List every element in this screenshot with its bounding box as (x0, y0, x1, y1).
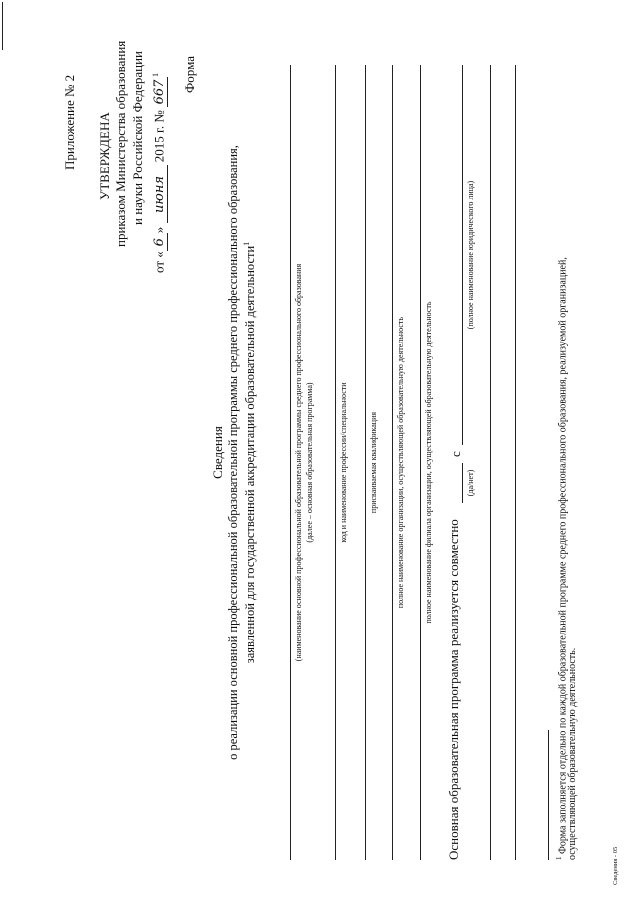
organization-caption: полное наименование организации, осуществляющей образовательную деятельность (396, 316, 405, 609)
program-name-caption-2: (далее – основная образовательная программа) (305, 382, 314, 543)
order-number: 667 (152, 77, 168, 107)
program-name-caption: (наименование основной профессиональной образовательной программы среднего профессионального образования (294, 263, 303, 662)
joint-with-word: с (448, 451, 463, 457)
header-footnote-mark: 1 (151, 72, 160, 77)
order-month: июня (152, 165, 168, 223)
title-line-2: заявленной для государственной аккредитации образовательной деятельности$^1$ (242, 241, 258, 664)
yes-no-line (462, 463, 463, 503)
title-footnote-mark: 1 (242, 241, 251, 246)
program-name-line (290, 65, 291, 860)
footnote-separator (548, 730, 549, 860)
approved-label: УТВЕРЖДЕНА (97, 112, 112, 200)
title-line-1: о реализации основной профессиональной образовательной программы среднего профессионального образования, (226, 145, 240, 760)
organization-line (392, 65, 393, 860)
title-heading: Сведения (210, 426, 225, 479)
appendix-label: Приложение № 2 (62, 74, 77, 170)
profession-code-caption: код и наименование профессии/специальности (339, 382, 348, 543)
order-line-1: приказом Министерства образования (113, 40, 128, 247)
corner-form-code: Сведения - 05 (612, 846, 619, 885)
extra-line-2 (515, 65, 516, 860)
scan-edge-line (2, 2, 3, 50)
footnote-line-2: осуществляющей образовательную деятельность. (567, 647, 578, 860)
legal-entity-caption: (полное наименование юридического лица) (466, 180, 475, 330)
yes-no-caption: (да/нет) (466, 469, 475, 497)
order-day: 6 (152, 233, 168, 251)
profession-code-line (335, 65, 336, 860)
qualification-line (365, 65, 366, 860)
footnote-line-1: $^1$ Форма заполняется отдельно по каждой образовательной программе среднего профессионального образования, реализуемой организацией, (555, 257, 569, 860)
order-line-2: и науки Российской Федерации (130, 50, 145, 225)
legal-entity-line (462, 65, 463, 445)
branch-line (420, 65, 421, 860)
joint-implementation-text: Основная образовательная программа реализуется совместно (446, 519, 461, 860)
form-label: Форма (182, 56, 197, 93)
footnote-mark: 1 (555, 856, 563, 860)
order-date-line: от «6» июня 2015 г. № $667^1$ (151, 72, 168, 273)
qualification-caption: присваиваемая квалификация (369, 411, 378, 514)
extra-line-1 (490, 65, 491, 860)
branch-caption: полное наименование филиала организации, осуществляющей образовательную деятельность (424, 301, 433, 624)
